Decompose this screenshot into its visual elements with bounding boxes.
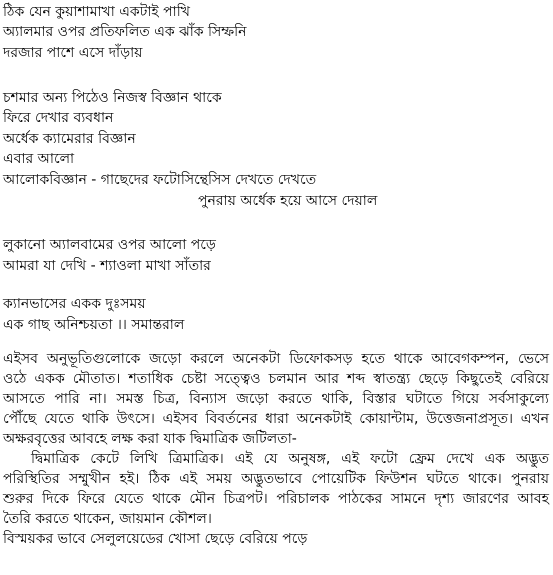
prose-line: এইসব অনুভূতিগুলোকে জড়ো করলে অনেকটা ডিফোকসড় হতে থাকে আবেগকম্পন, ভেসে [3, 351, 549, 367]
poem-line: আমরা যা দেখি - শ্যাওলা মাখা সাঁতার [3, 258, 211, 274]
poem-line: এক গাছ অনিশ্চয়তা ।। সমান্তরাল [3, 317, 185, 333]
prose-line: শুরুর দিকে ফিরে যেতে থাকে মৌন চিত্রপট। পরিচালক পাঠকের সামনে দৃশ্য জারণের আবহ [3, 491, 549, 507]
poem-line: ক্যানভাসের একক দুঃসময় [3, 296, 146, 312]
prose-line: পরিস্থিতির সম্মুখীন হই। ঠিক এই সময় অদ্ভুতভাবে পোয়েটিক ফিউশন ঘটতে থাকে। পুনরায় [3, 471, 549, 487]
prose-line-indented: দ্বিমাত্রিক কেটে লিখি ত্রিমাত্রিক। এই যে অনুষঙ্গ, এই ফটো ফ্রেম দেখে এক অদ্ভুত [31, 451, 549, 467]
prose-line: পৌঁছে যেতে থাকি উৎসে। এইসব বিবর্তনের ধারা অনেকটাই কোয়ান্টাম, উত্তেজনাপ্রসূত। এখন [3, 411, 549, 427]
prose-line: বিস্ময়কর ভাবে সেলুলয়েডের খোসা ছেড়ে বেরিয়ে পড়ে [3, 531, 308, 547]
prose-paragraph [3, 349, 549, 549]
prose-line: অক্ষরবৃত্তের আবহে লক্ষ করা যাক দ্বিমাত্রিক জটিলতা- [3, 431, 297, 447]
poem-line: দরজার পাশে এসে দাঁড়ায় [3, 45, 143, 61]
prose-line: আসতে পারি না। সমস্ত চিত্র, বিন্যাস জড়ো করতে থাকি, বিস্তার ঘটাতে গিয়ে সর্বসাকুল্যে [3, 391, 549, 407]
poem-line: এবার আলো [3, 151, 75, 167]
poem-line: অর্ধেক ক্যামেরার বিজ্ঞান [3, 131, 136, 147]
poem-line: আলোকবিজ্ঞান - গাছেদের ফটোসিন্থেসিস দেখতে দেখতে [3, 172, 317, 188]
poem-line: চশমার অন্য পিঠেও নিজস্ব বিজ্ঞান থাকে [3, 90, 222, 106]
prose-line: ওঠে একক মৌতাত। শতাধিক চেষ্টা সত্ত্বেও চলমান আর শব্দ স্বাতন্ত্র্য ছেড়ে কিছুতেই বেরিয়ে [3, 371, 549, 387]
prose-line: তৈরি করতে থাকেন, জায়মান কৌশল। [3, 511, 212, 527]
poem-line: অ্যালমার ওপর প্রতিফলিত এক ঝাঁক সিম্ফনি [3, 24, 247, 40]
poem-line: ফিরে দেখার ব্যবধান [3, 110, 114, 126]
poem-line: ঠিক যেন কুয়াশামাখা একটাই পাখি [3, 4, 190, 20]
poem-line: লুকানো অ্যালবামের ওপর আলো পড়ে [3, 237, 216, 253]
poem-line-indented: পুনরায় অর্ধেক হয়ে আসে দেয়াল [198, 193, 378, 209]
